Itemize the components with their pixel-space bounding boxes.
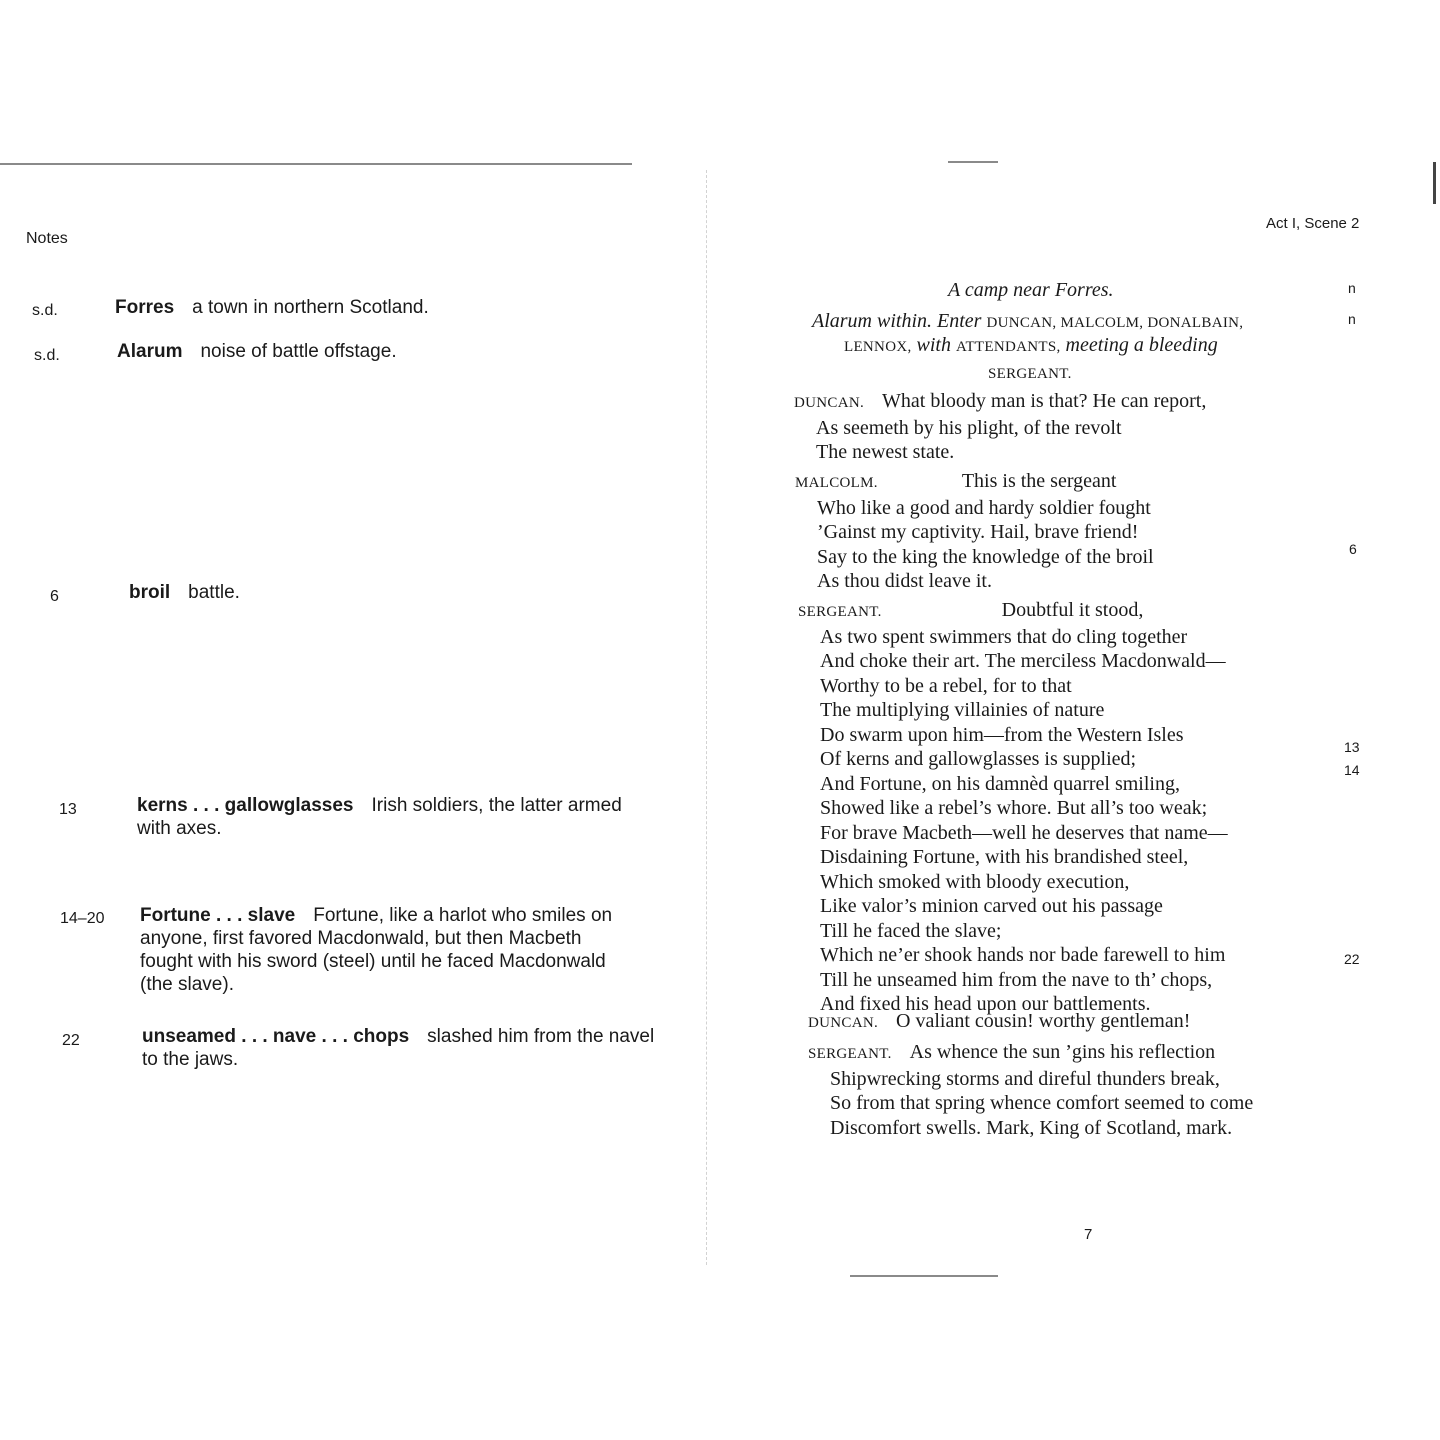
verse-line: As whence the sun ’gins his reflection (909, 1041, 1216, 1063)
note-term: Forres (115, 297, 175, 318)
verse-line: Of kerns and gallowglasses is supplied; (820, 748, 1137, 770)
note-gloss-continued: (the slave). (140, 974, 234, 995)
entry-direction-line-1 (812, 310, 1243, 333)
verse-line: Till he faced the slave; (820, 919, 1002, 942)
note-gloss: slashed him from the navel (427, 1026, 655, 1047)
note-gloss-continued: fought with his sword (steel) until he faced Macdonwald (140, 951, 606, 972)
note-ref: 13 (59, 801, 77, 818)
verse-line: And Fortune, on his damnèd quarrel smiling, (820, 772, 1180, 795)
note-term: Fortune . . . slave (140, 905, 296, 926)
page-number: 7 (1084, 1226, 1093, 1243)
entry-names: ATTENDANTS, (955, 339, 1061, 355)
verse-line: Which ne’er shook hands nor bade farewell to him (820, 944, 1226, 966)
note-gloss-continued: anyone, first favored Macdonwald, but then Macbeth (140, 928, 582, 949)
verse-line: As thou didst leave it. (817, 570, 992, 592)
note-term: Alarum (117, 341, 183, 362)
verse-line: Till he unseamed him from the nave to th’ chops, (820, 968, 1213, 991)
verse-line: Worthy to be a rebel, for to that (820, 674, 1072, 697)
note-ref: s.d. (34, 347, 60, 364)
verse-line: What bloody man is that? He can report, (882, 390, 1207, 412)
note-term: broil (129, 582, 171, 603)
verse-line: O valiant cousin! worthy gentleman! (896, 1010, 1191, 1032)
note-gloss: noise of battle offstage. (200, 341, 397, 362)
note-marker: n (1348, 280, 1356, 296)
verse-line: Do swarm upon him—from the Western Isles (820, 723, 1184, 746)
speaker-name: MALCOLM. (795, 475, 878, 491)
speech-duncan-1 (794, 389, 1206, 465)
verse-line: As seemeth by his plight, of the revolt (816, 416, 1122, 439)
note-ref: 22 (62, 1032, 80, 1049)
verse-line: Which smoked with bloody execution, (820, 870, 1130, 893)
note-term: kerns . . . gallowglasses (137, 795, 354, 816)
verse-line: Showed like a rebel’s whore. But all’s too weak; (820, 797, 1208, 819)
verse-line: Like valor’s minion carved out his passage (820, 895, 1163, 917)
note-marker: n (1348, 311, 1356, 327)
note-term: unseamed . . . nave . . . chops (142, 1026, 410, 1047)
note-gloss: battle. (188, 582, 240, 603)
note-gloss-continued: to the jaws. (142, 1049, 239, 1070)
line-number: 22 (1344, 951, 1360, 967)
verse-line: This is the sergeant (961, 470, 1117, 492)
speaker-name: DUNCAN. (808, 1015, 879, 1031)
line-number: 14 (1344, 762, 1360, 778)
verse-line: The newest state. (816, 441, 955, 463)
page-edge-mark (1433, 162, 1436, 204)
verse-line: The multiplying villainies of nature (820, 699, 1105, 721)
verse-line: Disdaining Fortune, with his brandished steel, (820, 846, 1189, 868)
speech-duncan-2 (808, 1009, 1190, 1036)
verse-line: Discomfort swells. Mark, King of Scotland, mark. (830, 1116, 1233, 1139)
entry-direction-line-2 (844, 334, 1218, 357)
line-number: 13 (1344, 739, 1360, 755)
entry-text: with (911, 334, 956, 356)
verse-line: So from that spring whence comfort seemed to come (830, 1092, 1254, 1114)
speaker-name: DUNCAN. (794, 395, 865, 411)
note-ref: s.d. (32, 302, 58, 319)
notes-header: Notes (26, 230, 68, 247)
speech-malcolm (795, 469, 1154, 594)
verse-line: Say to the king the knowledge of the broil (817, 545, 1154, 568)
verse-line: Shipwrecking storms and direful thunders break, (830, 1067, 1220, 1090)
note-ref: 6 (50, 588, 59, 605)
entry-names: SERGEANT. (988, 366, 1072, 382)
speech-sergeant-2 (808, 1040, 1253, 1140)
page-gutter (706, 170, 707, 1265)
verse-line: Doubtful it stood, (1001, 599, 1144, 621)
verse-line: And fixed his head upon our battlements. (820, 993, 1151, 1015)
speaker-name: SERGEANT. (798, 604, 882, 620)
note-gloss-continued: with axes. (137, 818, 222, 839)
top-rule-left (0, 163, 632, 165)
top-rule-right (948, 161, 998, 163)
entry-text: Alarum within. Enter (812, 310, 987, 332)
scene-setting: A camp near Forres. (948, 279, 1114, 301)
note-gloss: Fortune, like a harlot who smiles on (313, 905, 613, 926)
entry-direction-line-3 (988, 361, 1072, 384)
note-gloss: Irish soldiers, the latter armed (371, 795, 622, 816)
note-ref: 14–20 (60, 910, 105, 927)
verse-line: As two spent swimmers that do cling together (820, 625, 1188, 648)
speech-sergeant-1 (798, 598, 1228, 1017)
entry-names: DUNCAN, MALCOLM, DONALBAIN, (986, 315, 1244, 331)
verse-line: ’Gainst my captivity. Hail, brave friend! (817, 521, 1139, 543)
bottom-rule (850, 1275, 998, 1277)
entry-names: LENNOX, (844, 339, 912, 355)
entry-text: meeting a bleeding (1060, 334, 1218, 356)
verse-line: Who like a good and hardy soldier fought (817, 496, 1151, 519)
verse-line: For brave Macbeth—well he deserves that name— (820, 821, 1228, 844)
note-gloss: a town in northern Scotland. (192, 297, 429, 318)
speaker-name: SERGEANT. (808, 1046, 892, 1062)
line-number: 6 (1349, 541, 1357, 557)
running-head: Act I, Scene 2 (1266, 215, 1360, 232)
verse-line: And choke their art. The merciless Macdonwald— (820, 650, 1226, 672)
